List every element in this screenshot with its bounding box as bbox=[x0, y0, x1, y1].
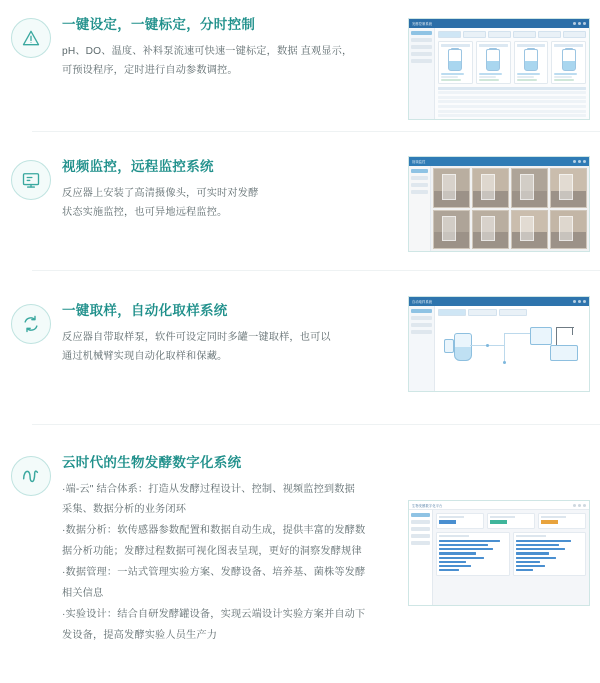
chart-bar bbox=[516, 569, 534, 571]
chart-bar bbox=[439, 540, 500, 542]
sidebar-item[interactable] bbox=[411, 183, 428, 187]
chart-bar bbox=[439, 548, 493, 550]
table-row[interactable] bbox=[438, 114, 586, 117]
valve-node[interactable] bbox=[503, 361, 506, 364]
feature-icon-cell bbox=[0, 156, 62, 200]
feature-paragraph: 相关信息 bbox=[62, 587, 104, 599]
sidebar[interactable] bbox=[409, 306, 435, 391]
app-titlebar bbox=[409, 501, 589, 510]
data-table bbox=[438, 87, 586, 118]
section-divider bbox=[32, 131, 600, 132]
chart-bar bbox=[439, 561, 466, 563]
sidebar-item[interactable] bbox=[411, 31, 432, 35]
video-grid-panel bbox=[431, 166, 589, 251]
app-title: 视频监控 bbox=[412, 160, 426, 164]
kpi-card[interactable] bbox=[436, 513, 484, 529]
sidebar-item[interactable] bbox=[411, 330, 432, 334]
cloud-analytics-screenshot bbox=[408, 500, 590, 606]
feature-icon-cell bbox=[0, 14, 62, 58]
feature-block-auto-sampling bbox=[0, 300, 600, 410]
storage-tank-shape bbox=[550, 345, 578, 361]
video-tile[interactable] bbox=[472, 168, 509, 208]
table-row[interactable] bbox=[438, 110, 586, 113]
sidebar-item[interactable] bbox=[411, 316, 432, 320]
sidebar-item[interactable] bbox=[411, 190, 428, 194]
feature-paragraph: pH、DO、温度、补料泵流速可快速一键标定，数据 直观显示， bbox=[62, 45, 353, 57]
chart-bar bbox=[516, 540, 571, 542]
chart-bar bbox=[439, 552, 476, 554]
feature-title: 视频监控，远程监控系统 bbox=[62, 159, 214, 174]
feature-paragraph: 发设备，提高发酵实验人员生产力 bbox=[62, 629, 218, 641]
sidebar-item[interactable] bbox=[411, 45, 432, 49]
table-row[interactable] bbox=[438, 105, 586, 108]
feature-paragraph: 反应器自带取样泵，软件可设定同时多罐一键取样，也可以 bbox=[62, 331, 331, 343]
sampling-flow-screenshot bbox=[408, 296, 590, 392]
comparison-chart-panel bbox=[513, 532, 587, 576]
feature-paragraph: 据分析功能；发酵过程数据可视化图表呈现，更好的洞察发酵规律 bbox=[62, 546, 362, 558]
pipe-line bbox=[504, 333, 530, 334]
table-row[interactable] bbox=[438, 91, 586, 94]
buffer-tank-shape bbox=[444, 339, 454, 353]
video-tile[interactable] bbox=[511, 210, 548, 250]
bar-chart-panel bbox=[436, 532, 510, 576]
sidebar-item[interactable] bbox=[411, 520, 430, 524]
sidebar-item[interactable] bbox=[411, 59, 432, 63]
bioreactor-vessel-icon bbox=[562, 49, 576, 71]
feature-paragraph: 反应器上安装了高清摄像头，可实时对发酵 bbox=[62, 187, 259, 199]
sidebar-item[interactable] bbox=[411, 309, 432, 313]
feature-title: 一键设定，一键标定，分时控制 bbox=[62, 17, 256, 32]
app-titlebar bbox=[409, 157, 589, 166]
main-panel bbox=[435, 28, 589, 119]
video-tile[interactable] bbox=[550, 210, 587, 250]
sidebar-item[interactable] bbox=[411, 52, 432, 56]
vessel-card-grid bbox=[438, 41, 586, 84]
app-title: 自动取样系统 bbox=[412, 300, 433, 304]
chart-bar bbox=[516, 561, 540, 563]
video-tile[interactable] bbox=[511, 168, 548, 208]
vessel-card[interactable] bbox=[551, 41, 586, 84]
table-header-row bbox=[438, 87, 586, 90]
section-divider bbox=[32, 270, 600, 271]
warning-triangle-icon bbox=[11, 18, 51, 58]
control-dashboard-screenshot bbox=[408, 18, 590, 120]
chart-bar bbox=[516, 565, 546, 567]
tab-item[interactable] bbox=[488, 31, 511, 38]
tab-item[interactable] bbox=[538, 31, 561, 38]
feature-paragraph: 状态实施监控，也可异地远程监控。 bbox=[62, 207, 228, 219]
feature-paragraph: 采集、数据分析的业务闭环 bbox=[62, 504, 187, 516]
tab-item[interactable] bbox=[438, 31, 461, 38]
tab-item[interactable] bbox=[438, 309, 466, 316]
bioreactor-vessel-icon bbox=[448, 49, 462, 71]
feature-text-cell bbox=[62, 156, 388, 224]
feature-body bbox=[62, 481, 392, 646]
video-tile[interactable] bbox=[433, 168, 470, 208]
video-tile[interactable] bbox=[472, 210, 509, 250]
sidebar-item[interactable] bbox=[411, 541, 430, 545]
app-title: 发酵控制系统 bbox=[412, 22, 433, 26]
sidebar-item[interactable] bbox=[411, 176, 428, 180]
feature-text-cell bbox=[62, 452, 398, 648]
feature-body bbox=[62, 185, 382, 223]
process-flow-diagram bbox=[438, 319, 586, 392]
tab-item[interactable] bbox=[499, 309, 527, 316]
tab-bar[interactable] bbox=[438, 309, 527, 316]
feature-title: 云时代的生物发酵数字化系统 bbox=[62, 455, 242, 470]
feature-icon-cell bbox=[0, 452, 62, 496]
feature-text-cell bbox=[62, 300, 398, 368]
sidebar-item[interactable] bbox=[411, 38, 432, 42]
kpi-card[interactable] bbox=[487, 513, 535, 529]
video-wall-screenshot bbox=[408, 156, 590, 252]
sidebar-item[interactable] bbox=[411, 169, 428, 173]
feature-title: 一键取样，自动化取样系统 bbox=[62, 303, 228, 318]
pipe-line bbox=[504, 333, 505, 363]
robot-arm-gripper bbox=[572, 327, 573, 335]
wave-signal-icon bbox=[11, 456, 51, 496]
video-tile[interactable] bbox=[550, 168, 587, 208]
chart-panel-row bbox=[436, 532, 586, 576]
chart-bar bbox=[439, 569, 459, 571]
kpi-card-row bbox=[436, 513, 586, 529]
tab-bar[interactable] bbox=[438, 31, 586, 38]
refresh-cycle-icon bbox=[11, 304, 51, 344]
window-controls[interactable] bbox=[573, 504, 586, 507]
sidebar[interactable] bbox=[409, 510, 433, 605]
tab-item[interactable] bbox=[563, 31, 586, 38]
dashboard-panel bbox=[433, 510, 589, 605]
feature-icon-cell bbox=[0, 300, 62, 344]
sidebar-item[interactable] bbox=[411, 534, 430, 538]
valve-node[interactable] bbox=[486, 344, 489, 347]
vessel-card[interactable] bbox=[438, 41, 473, 84]
feature-paragraph: 可预设程序，定时进行自动参数调控。 bbox=[62, 65, 238, 77]
vessel-card[interactable] bbox=[514, 41, 549, 84]
video-grid bbox=[433, 168, 587, 249]
chart-bar bbox=[439, 565, 471, 567]
chart-bar bbox=[516, 552, 550, 554]
feature-block-video-monitoring bbox=[0, 156, 600, 262]
tab-item[interactable] bbox=[468, 309, 496, 316]
vessel-card[interactable] bbox=[476, 41, 511, 84]
sidebar-item[interactable] bbox=[411, 513, 430, 517]
flow-panel bbox=[435, 306, 589, 391]
video-tile[interactable] bbox=[433, 210, 470, 250]
window-controls[interactable] bbox=[573, 300, 586, 303]
sample-rack-shape bbox=[530, 327, 552, 345]
feature-paragraph: ·数据分析：软传感器参数配置和数据自动生成，提供丰富的发酵数 bbox=[62, 525, 366, 537]
bioreactor-vessel-icon bbox=[524, 49, 538, 71]
sidebar[interactable] bbox=[409, 166, 431, 251]
chart-bar bbox=[439, 557, 484, 559]
feature-body bbox=[62, 329, 392, 367]
feature-text-cell bbox=[62, 14, 388, 82]
window-controls[interactable] bbox=[573, 22, 586, 25]
sidebar[interactable] bbox=[409, 28, 435, 119]
reactor-tank-shape bbox=[454, 333, 472, 361]
app-titlebar bbox=[409, 297, 589, 306]
feature-paragraph: ·实验设计：结合自研发酵罐设备，实现云端设计实验方案并自动下 bbox=[62, 608, 366, 620]
feature-block-cloud-digital-system bbox=[0, 452, 600, 662]
tab-item[interactable] bbox=[463, 31, 486, 38]
bioreactor-vessel-icon bbox=[486, 49, 500, 71]
feature-body bbox=[62, 43, 382, 81]
chart-bar bbox=[516, 544, 559, 546]
kpi-card[interactable] bbox=[538, 513, 586, 529]
tab-item[interactable] bbox=[513, 31, 536, 38]
chart-bar bbox=[439, 544, 488, 546]
table-row[interactable] bbox=[438, 100, 586, 103]
section-divider bbox=[32, 424, 600, 425]
window-controls[interactable] bbox=[573, 160, 586, 163]
monitor-icon bbox=[11, 160, 51, 200]
feature-paragraph: ·端-云" 结合体系：打造从发酵过程设计、控制、视频监控到数据 bbox=[62, 483, 355, 495]
feature-block-one-key-setting bbox=[0, 14, 600, 126]
table-row[interactable] bbox=[438, 96, 586, 99]
chart-bar bbox=[516, 557, 557, 559]
app-title: 生物发酵数字化平台 bbox=[412, 503, 443, 508]
feature-paragraph: ·数据管理：一站式管理实验方案、发酵设备、培养基、菌株等发酵 bbox=[62, 567, 366, 579]
chart-bar bbox=[516, 548, 566, 550]
feature-paragraph: 通过机械臂实现自动化取样和保藏。 bbox=[62, 351, 228, 363]
sidebar-item[interactable] bbox=[411, 527, 430, 531]
app-titlebar bbox=[409, 19, 589, 28]
sidebar-item[interactable] bbox=[411, 323, 432, 327]
